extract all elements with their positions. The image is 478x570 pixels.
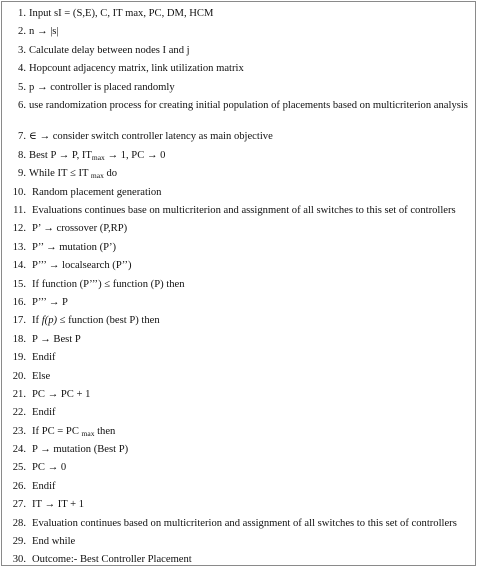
line-number: 27. — [12, 499, 26, 511]
algorithm-line-6 — [2, 97, 475, 129]
line-text — [32, 314, 469, 327]
line-text — [32, 425, 469, 440]
line-text — [32, 370, 469, 383]
text-fragment: P’’’ → P — [32, 296, 68, 308]
line-text — [32, 535, 469, 548]
algorithm-line-22 — [2, 404, 475, 422]
algorithm-line-16 — [2, 294, 475, 312]
algorithm-line-3 — [2, 42, 475, 60]
line-text — [29, 25, 469, 38]
text-fragment: Evaluations continues base on multicriterion and assignment of all switches to this set of controllers — [32, 205, 456, 217]
text-fragment: IT → IT + 1 — [32, 499, 85, 511]
text-fragment: Endif — [32, 480, 56, 492]
line-number: 13. — [12, 241, 26, 253]
text-fragment: Evaluation continues based on multicriterion and assignment of all switches to this set of controllers — [32, 517, 457, 529]
text-fragment: P’’ → mutation (P’) — [32, 241, 117, 253]
line-number: 22. — [12, 407, 26, 419]
line-text — [32, 204, 469, 217]
algorithm-line-8 — [2, 147, 475, 165]
subscript-text: max — [90, 171, 104, 181]
algorithm-line-27 — [2, 496, 475, 514]
line-number: 1. — [18, 8, 26, 19]
subscript-text: max — [81, 428, 95, 438]
line-text — [29, 99, 469, 112]
text-fragment: p → controller is placed randomly — [29, 81, 175, 93]
line-text — [32, 186, 469, 199]
algorithm-line-26 — [2, 478, 475, 496]
algorithm-line-7 — [2, 128, 475, 146]
text-fragment: If PC = PC — [32, 425, 82, 437]
line-number: 26. — [12, 480, 26, 492]
line-text — [32, 222, 469, 235]
line-number: 10. — [12, 186, 26, 198]
subscript-text: max — [91, 152, 105, 162]
algorithm-line-20 — [2, 368, 475, 386]
text-fragment: Input sI = (S,E), C, IT max, PC, DM, HCM — [29, 8, 214, 19]
algorithm-line-1 — [2, 5, 475, 23]
line-number: 20. — [12, 370, 26, 382]
line-text — [32, 443, 469, 456]
algorithm-line-10 — [2, 184, 475, 202]
line-text — [32, 259, 469, 272]
algorithm-line-25 — [2, 459, 475, 477]
text-fragment: ≤ function (best P) then — [57, 315, 160, 327]
line-number: 4. — [18, 63, 26, 75]
text-fragment: Endif — [32, 407, 56, 419]
line-text — [32, 296, 469, 309]
line-text — [32, 351, 469, 364]
line-text — [32, 517, 469, 530]
line-text — [32, 406, 469, 419]
text-fragment: PC → PC + 1 — [32, 388, 91, 400]
line-number: 2. — [18, 26, 26, 38]
line-number: 3. — [18, 44, 26, 56]
line-number: 25. — [12, 462, 26, 474]
text-fragment: Hopcount adjacency matrix, link utilization matrix — [29, 63, 244, 75]
algorithm-box — [1, 1, 476, 566]
algorithm-line-11 — [2, 202, 475, 220]
algorithm-line-30 — [2, 551, 475, 569]
line-text — [29, 44, 469, 57]
text-fragment: n → |s| — [29, 26, 59, 38]
algorithm-line-24 — [2, 441, 475, 459]
line-number: 19. — [12, 352, 26, 364]
algorithm-line-14 — [2, 257, 475, 275]
line-number: 5. — [18, 81, 26, 93]
algorithm-line-19 — [2, 349, 475, 367]
algorithm-line-5 — [2, 79, 475, 97]
line-number: 18. — [12, 333, 26, 345]
algorithm-line-15 — [2, 276, 475, 294]
text-fragment: P’’’ → localsearch (P’’) — [32, 260, 132, 272]
algorithm-line-4 — [2, 60, 475, 78]
line-number: 9. — [18, 168, 26, 180]
line-number: 30. — [12, 554, 26, 566]
algorithm-line-18 — [2, 331, 475, 349]
line-text — [29, 149, 469, 164]
line-number: 6. — [18, 99, 26, 111]
algorithm-line-28 — [2, 515, 475, 533]
line-text — [32, 480, 469, 493]
line-text — [32, 333, 469, 346]
text-fragment: Best P → P, IT — [29, 149, 92, 161]
line-number: 23. — [12, 425, 26, 437]
algorithm-line-21 — [2, 386, 475, 404]
text-fragment: P → Best P — [32, 333, 81, 345]
algorithm-line-2 — [2, 23, 475, 41]
text-fragment: Endif — [32, 352, 56, 364]
line-text — [32, 278, 469, 291]
algorithm-line-9 — [2, 165, 475, 183]
line-text — [32, 461, 469, 474]
line-number: 15. — [12, 278, 26, 290]
line-number: 11. — [13, 205, 26, 217]
text-fragment: If — [32, 315, 42, 327]
text-fragment: → 1, PC → 0 — [104, 149, 166, 161]
line-number: 29. — [12, 536, 26, 548]
line-text — [32, 553, 469, 566]
line-number: 21. — [12, 388, 26, 400]
line-text — [29, 7, 469, 20]
line-text — [29, 62, 469, 75]
text-fragment: ∈ → consider switch controller latency as main objective — [29, 131, 273, 143]
line-number: 24. — [12, 444, 26, 456]
algorithm-line-23 — [2, 423, 475, 441]
line-number: 7. — [18, 131, 26, 143]
text-fragment: End while — [32, 536, 76, 548]
text-fragment: While IT ≤ IT — [29, 168, 91, 180]
text-fragment: Random placement generation — [32, 186, 162, 198]
text-fragment: f(p) — [41, 315, 58, 327]
line-text — [29, 130, 469, 143]
text-fragment: P’ → crossover (P,RP) — [32, 223, 128, 235]
line-number: 28. — [12, 517, 26, 529]
line-text — [32, 388, 469, 401]
line-text — [29, 81, 469, 94]
text-fragment: P → mutation (Best P) — [32, 444, 129, 456]
line-number: 17. — [12, 315, 26, 327]
text-fragment: do — [103, 168, 118, 180]
text-fragment: Else — [32, 370, 51, 382]
text-fragment: then — [94, 425, 116, 437]
line-text — [32, 241, 469, 254]
line-number: 14. — [12, 260, 26, 272]
text-fragment: PC → 0 — [32, 462, 67, 474]
line-number: 16. — [12, 296, 26, 308]
line-number: 12. — [12, 223, 26, 235]
line-text — [29, 167, 469, 182]
text-fragment: If function (P’’’) ≤ function (P) then — [32, 278, 185, 290]
algorithm-line-29 — [2, 533, 475, 551]
algorithm-line-12 — [2, 220, 475, 238]
line-number: 8. — [18, 149, 26, 161]
text-fragment: Outcome:- Best Controller Placement — [32, 554, 192, 566]
algorithm-line-17 — [2, 312, 475, 330]
text-fragment: Calculate delay between nodes I and j — [29, 44, 190, 56]
algorithm-line-13 — [2, 239, 475, 257]
text-fragment: use randomization process for creating initial population of placements based on multicriterion analysis — [29, 99, 468, 111]
line-text — [32, 498, 469, 511]
algorithm-steps-list — [2, 5, 475, 570]
